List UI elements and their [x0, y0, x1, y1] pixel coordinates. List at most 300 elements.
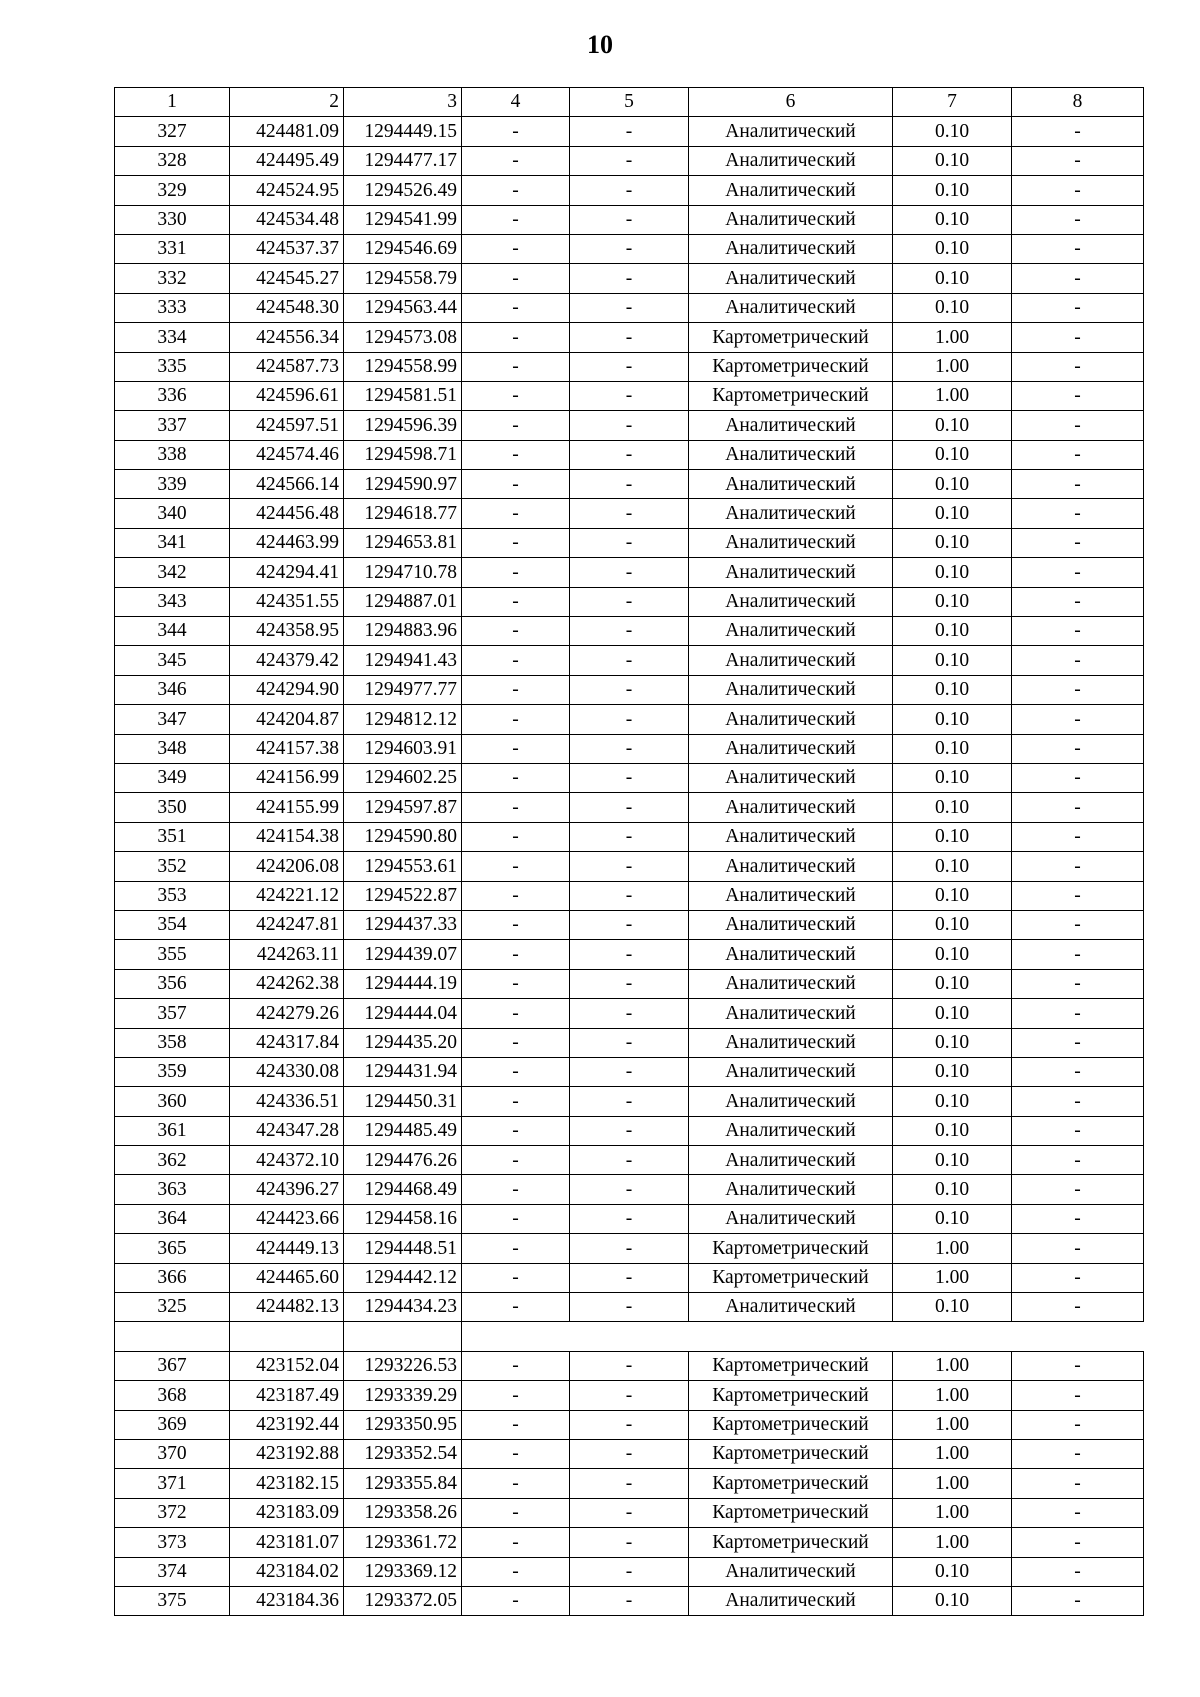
table-cell-col-3: 1294563.44 [344, 293, 462, 322]
table-cell-col-2: 424317.84 [230, 1028, 344, 1057]
table-cell-col-1: 346 [115, 675, 230, 704]
table-cell-col-4: - [462, 1498, 570, 1527]
table-row [115, 1498, 1144, 1527]
table-cell-col-7: 0.10 [893, 264, 1012, 293]
table-cell-col-3: 1293350.95 [344, 1410, 462, 1439]
table-cell-col-3: 1294941.43 [344, 646, 462, 675]
table-cell-col-4: - [462, 146, 570, 175]
table-cell-col-3: 3 [344, 88, 462, 117]
table-cell-col-6: Аналитический [689, 675, 893, 704]
table-cell-col-3: 1293358.26 [344, 1498, 462, 1527]
table-cell-col-4: - [462, 940, 570, 969]
table-row [115, 1469, 1144, 1498]
table-cell-col-4: - [462, 1204, 570, 1233]
table-cell-col-7: 0.10 [893, 1557, 1012, 1586]
table-cell-col-8: - [1012, 176, 1144, 205]
table-cell-col-8: - [1012, 734, 1144, 763]
table-cell-col-6: Аналитический [689, 940, 893, 969]
table-cell-col-6: Аналитический [689, 1586, 893, 1615]
table-cell-col-7: 0.10 [893, 1087, 1012, 1116]
table-row [115, 293, 1144, 322]
table-header-row [115, 88, 1144, 117]
table-cell-col-8: - [1012, 675, 1144, 704]
table-row [115, 910, 1144, 939]
table-cell-col-8: - [1012, 117, 1144, 146]
table-cell-col-6: Аналитический [689, 910, 893, 939]
table-cell-col-5: - [570, 558, 689, 587]
table-cell-col-7: 1.00 [893, 1439, 1012, 1468]
table-cell-col-2: 424566.14 [230, 470, 344, 499]
table-cell-col-2: 424537.37 [230, 234, 344, 263]
table-cell-col-8: - [1012, 587, 1144, 616]
table-cell-col-2: 423183.09 [230, 1498, 344, 1527]
table-cell-col-5: - [570, 852, 689, 881]
table-cell-col-8: - [1012, 822, 1144, 851]
table-row [115, 734, 1144, 763]
table-cell-col-1: 331 [115, 234, 230, 263]
table-cell-col-3: 1294437.33 [344, 910, 462, 939]
table-cell-col-6: Аналитический [689, 293, 893, 322]
table-cell-col-5: - [570, 999, 689, 1028]
table-cell-col-6: Картометрический [689, 1469, 893, 1498]
table-cell-col-8: - [1012, 1057, 1144, 1086]
table-cell-col-8: - [1012, 1263, 1144, 1292]
table-cell-col-2: 424336.51 [230, 1087, 344, 1116]
table-cell-col-8: - [1012, 234, 1144, 263]
table-cell-col-2: 424157.38 [230, 734, 344, 763]
table-cell-col-1: 363 [115, 1175, 230, 1204]
table-cell-col-3: 1293361.72 [344, 1528, 462, 1557]
table-row [115, 1204, 1144, 1233]
table-cell-col-2: 424206.08 [230, 852, 344, 881]
table-cell-col-2: 424379.42 [230, 646, 344, 675]
table-cell-col-2: 424495.49 [230, 146, 344, 175]
table-cell-col-2: 424556.34 [230, 323, 344, 352]
table-cell-col-6: Аналитический [689, 822, 893, 851]
table-cell-col-6: Аналитический [689, 1175, 893, 1204]
table-cell-col-4: - [462, 1057, 570, 1086]
table-cell-col-5: - [570, 117, 689, 146]
separator-cell [115, 1322, 230, 1351]
table-cell-col-6: Аналитический [689, 205, 893, 234]
table-cell-col-7: 0.10 [893, 1204, 1012, 1233]
table-cell-col-5: - [570, 323, 689, 352]
table-cell-col-2: 424534.48 [230, 205, 344, 234]
table-cell-col-5: - [570, 1586, 689, 1615]
table-cell-col-4: - [462, 999, 570, 1028]
table-row [115, 1528, 1144, 1557]
table-row [115, 1586, 1144, 1615]
table-cell-col-5: - [570, 1439, 689, 1468]
table-row [115, 1293, 1144, 1322]
table-cell-col-1: 349 [115, 763, 230, 792]
table-cell-col-5: - [570, 1528, 689, 1557]
table-cell-col-7: 0.10 [893, 1586, 1012, 1615]
table-cell-col-8: - [1012, 940, 1144, 969]
table-cell-col-6: Аналитический [689, 411, 893, 440]
table-cell-col-3: 1294450.31 [344, 1087, 462, 1116]
table-row [115, 234, 1144, 263]
table-cell-col-8: - [1012, 1586, 1144, 1615]
table-cell-col-5: - [570, 499, 689, 528]
table-cell-col-7: 0.10 [893, 205, 1012, 234]
table-cell-col-6: Картометрический [689, 1410, 893, 1439]
table-cell-col-4: - [462, 587, 570, 616]
table-cell-col-6: Аналитический [689, 1087, 893, 1116]
table-row [115, 1439, 1144, 1468]
table-row [115, 264, 1144, 293]
table-cell-col-8: - [1012, 910, 1144, 939]
table-cell-col-7: 0.10 [893, 646, 1012, 675]
table-cell-col-3: 1294812.12 [344, 705, 462, 734]
table-cell-col-6: Аналитический [689, 499, 893, 528]
table-cell-col-6: Аналитический [689, 440, 893, 469]
table-cell-col-5: - [570, 646, 689, 675]
table-cell-col-7: 1.00 [893, 1410, 1012, 1439]
table-cell-col-3: 1294596.39 [344, 411, 462, 440]
table-cell-col-8: - [1012, 323, 1144, 352]
table-cell-col-3: 1293352.54 [344, 1439, 462, 1468]
table-cell-col-2: 424463.99 [230, 528, 344, 557]
table-cell-col-7: 0.10 [893, 117, 1012, 146]
table-cell-col-6: Картометрический [689, 323, 893, 352]
table-cell-col-7: 0.10 [893, 470, 1012, 499]
table-cell-col-8: - [1012, 1028, 1144, 1057]
table-row [115, 646, 1144, 675]
table-row [115, 352, 1144, 381]
table-cell-col-3: 1294485.49 [344, 1116, 462, 1145]
table-row [115, 1057, 1144, 1086]
table-cell-col-6: Аналитический [689, 234, 893, 263]
table-cell-col-3: 1294468.49 [344, 1175, 462, 1204]
table-cell-col-4: - [462, 1293, 570, 1322]
table-cell-col-2: 424423.66 [230, 1204, 344, 1233]
table-row [115, 617, 1144, 646]
table-row [115, 528, 1144, 557]
table-cell-col-2: 424358.95 [230, 617, 344, 646]
table-cell-col-5: - [570, 1351, 689, 1380]
table-cell-col-8: - [1012, 705, 1144, 734]
separator-cell [344, 1322, 462, 1351]
table-cell-col-5: - [570, 940, 689, 969]
table-cell-col-5: - [570, 1175, 689, 1204]
table-cell-col-6: Аналитический [689, 1557, 893, 1586]
table-cell-col-8: - [1012, 852, 1144, 881]
table-cell-col-4: - [462, 1087, 570, 1116]
table-row [115, 1175, 1144, 1204]
table-cell-col-8: - [1012, 293, 1144, 322]
table-cell-col-8: - [1012, 528, 1144, 557]
table-cell-col-1: 375 [115, 1586, 230, 1615]
table-cell-col-3: 1293372.05 [344, 1586, 462, 1615]
table-cell-col-7: 1.00 [893, 1234, 1012, 1263]
table-row [115, 1234, 1144, 1263]
table-cell-col-1: 341 [115, 528, 230, 557]
table-row [115, 176, 1144, 205]
table-cell-col-1: 333 [115, 293, 230, 322]
table-cell-col-4: - [462, 264, 570, 293]
table-cell-col-3: 1294444.19 [344, 969, 462, 998]
table-cell-col-7: 0.10 [893, 881, 1012, 910]
table-cell-col-2: 424347.28 [230, 1116, 344, 1145]
table-cell-col-2: 423192.44 [230, 1410, 344, 1439]
table-cell-col-5: - [570, 1146, 689, 1175]
table-cell-col-1: 358 [115, 1028, 230, 1057]
table-cell-col-4: - [462, 705, 570, 734]
table-cell-col-8: - [1012, 381, 1144, 410]
table-cell-col-1: 339 [115, 470, 230, 499]
table-cell-col-6: 6 [689, 88, 893, 117]
table-cell-col-8: - [1012, 1175, 1144, 1204]
table-cell-col-7: 1.00 [893, 381, 1012, 410]
table-cell-col-1: 356 [115, 969, 230, 998]
table-row [115, 499, 1144, 528]
table-cell-col-5: - [570, 381, 689, 410]
table-cell-col-8: - [1012, 146, 1144, 175]
table-cell-col-4: - [462, 528, 570, 557]
table-cell-col-5: - [570, 1263, 689, 1292]
table-row [115, 146, 1144, 175]
table-body [115, 88, 1144, 1616]
table-cell-col-8: - [1012, 1087, 1144, 1116]
table-cell-col-2: 424548.30 [230, 293, 344, 322]
table-cell-col-5: - [570, 1116, 689, 1145]
table-cell-col-4: - [462, 1439, 570, 1468]
table-cell-col-4: - [462, 176, 570, 205]
table-cell-col-3: 1293226.53 [344, 1351, 462, 1380]
table-cell-col-8: - [1012, 1293, 1144, 1322]
table-cell-col-4: - [462, 293, 570, 322]
table-cell-col-4: - [462, 763, 570, 792]
table-cell-col-4: - [462, 1146, 570, 1175]
table-cell-col-6: Аналитический [689, 1116, 893, 1145]
table-cell-col-4: - [462, 734, 570, 763]
table-cell-col-7: 1.00 [893, 1381, 1012, 1410]
table-cell-col-2: 424294.41 [230, 558, 344, 587]
table-cell-col-3: 1294883.96 [344, 617, 462, 646]
table-row [115, 587, 1144, 616]
table-cell-col-2: 423181.07 [230, 1528, 344, 1557]
table-cell-col-4: - [462, 822, 570, 851]
table-cell-col-1: 362 [115, 1146, 230, 1175]
table-cell-col-6: Аналитический [689, 763, 893, 792]
table-cell-col-5: - [570, 705, 689, 734]
table-cell-col-3: 1294581.51 [344, 381, 462, 410]
table-cell-col-5: - [570, 1087, 689, 1116]
table-cell-col-5: - [570, 352, 689, 381]
table-cell-col-2: 2 [230, 88, 344, 117]
table-cell-col-1: 328 [115, 146, 230, 175]
table-cell-col-6: Аналитический [689, 705, 893, 734]
table-cell-col-1: 357 [115, 999, 230, 1028]
table-cell-col-7: 0.10 [893, 1175, 1012, 1204]
table-cell-col-8: - [1012, 1557, 1144, 1586]
table-cell-col-1: 364 [115, 1204, 230, 1233]
table-cell-col-4: - [462, 352, 570, 381]
table-cell-col-5: - [570, 1028, 689, 1057]
table-cell-col-7: 0.10 [893, 1116, 1012, 1145]
table-cell-col-1: 370 [115, 1439, 230, 1468]
table-row [115, 323, 1144, 352]
table-cell-col-1: 351 [115, 822, 230, 851]
table-cell-col-5: 5 [570, 88, 689, 117]
table-cell-col-7: 0.10 [893, 617, 1012, 646]
table-cell-col-8: - [1012, 1116, 1144, 1145]
table-cell-col-4: - [462, 852, 570, 881]
table-cell-col-8: - [1012, 999, 1144, 1028]
coordinates-table [114, 87, 1144, 1616]
table-cell-col-4: - [462, 323, 570, 352]
table-cell-col-8: - [1012, 881, 1144, 910]
separator-cell [689, 1322, 893, 1351]
separator-cell [570, 1322, 689, 1351]
table-cell-col-2: 423192.88 [230, 1439, 344, 1468]
table-cell-col-6: Картометрический [689, 1528, 893, 1557]
table-cell-col-8: - [1012, 205, 1144, 234]
table-cell-col-5: - [570, 1557, 689, 1586]
table-cell-col-5: - [570, 1293, 689, 1322]
table-cell-col-2: 424524.95 [230, 176, 344, 205]
table-row [115, 793, 1144, 822]
table-cell-col-5: - [570, 969, 689, 998]
table-cell-col-1: 369 [115, 1410, 230, 1439]
table-cell-col-7: 0.10 [893, 411, 1012, 440]
table-cell-col-4: - [462, 1234, 570, 1263]
table-row [115, 381, 1144, 410]
table-cell-col-6: Картометрический [689, 1263, 893, 1292]
table-cell-col-1: 359 [115, 1057, 230, 1086]
table-cell-col-1: 366 [115, 1263, 230, 1292]
table-cell-col-1: 338 [115, 440, 230, 469]
table-cell-col-5: - [570, 793, 689, 822]
table-cell-col-7: 0.10 [893, 146, 1012, 175]
table-cell-col-2: 424262.38 [230, 969, 344, 998]
table-cell-col-1: 340 [115, 499, 230, 528]
table-cell-col-2: 424330.08 [230, 1057, 344, 1086]
table-cell-col-7: 0.10 [893, 1293, 1012, 1322]
table-cell-col-6: Аналитический [689, 146, 893, 175]
table-row [115, 205, 1144, 234]
table-cell-col-8: - [1012, 411, 1144, 440]
table-row [115, 440, 1144, 469]
table-cell-col-3: 1294448.51 [344, 1234, 462, 1263]
table-cell-col-1: 325 [115, 1293, 230, 1322]
table-cell-col-4: - [462, 499, 570, 528]
table-cell-col-8: - [1012, 264, 1144, 293]
table-cell-col-1: 1 [115, 88, 230, 117]
table-cell-col-6: Картометрический [689, 1234, 893, 1263]
table-cell-col-7: 0.10 [893, 587, 1012, 616]
table-row [115, 1087, 1144, 1116]
table-cell-col-6: Аналитический [689, 646, 893, 675]
table-cell-col-4: - [462, 558, 570, 587]
table-row [115, 1410, 1144, 1439]
table-cell-col-4: - [462, 205, 570, 234]
table-row [115, 411, 1144, 440]
table-cell-col-2: 423152.04 [230, 1351, 344, 1380]
table-cell-col-4: - [462, 411, 570, 440]
table-cell-col-4: - [462, 675, 570, 704]
table-cell-col-8: - [1012, 352, 1144, 381]
table-cell-col-6: Аналитический [689, 734, 893, 763]
table-cell-col-5: - [570, 1498, 689, 1527]
table-cell-col-3: 1294618.77 [344, 499, 462, 528]
table-cell-col-2: 424294.90 [230, 675, 344, 704]
table-cell-col-7: 0.10 [893, 763, 1012, 792]
table-cell-col-2: 424597.51 [230, 411, 344, 440]
table-cell-col-7: 0.10 [893, 440, 1012, 469]
table-cell-col-6: Аналитический [689, 558, 893, 587]
table-cell-col-2: 423182.15 [230, 1469, 344, 1498]
table-cell-col-8: - [1012, 1381, 1144, 1410]
table-cell-col-3: 1294590.80 [344, 822, 462, 851]
table-cell-col-1: 327 [115, 117, 230, 146]
table-cell-col-2: 424587.73 [230, 352, 344, 381]
table-cell-col-2: 424574.46 [230, 440, 344, 469]
table-cell-col-3: 1293355.84 [344, 1469, 462, 1498]
table-row [115, 1557, 1144, 1586]
table-row [115, 969, 1144, 998]
table-cell-col-2: 424481.09 [230, 117, 344, 146]
table-cell-col-2: 424204.87 [230, 705, 344, 734]
table-cell-col-8: - [1012, 440, 1144, 469]
table-cell-col-3: 1294602.25 [344, 763, 462, 792]
table-cell-col-4: - [462, 1028, 570, 1057]
table-cell-col-4: - [462, 646, 570, 675]
table-cell-col-6: Аналитический [689, 264, 893, 293]
table-cell-col-2: 424372.10 [230, 1146, 344, 1175]
table-cell-col-1: 329 [115, 176, 230, 205]
separator-cell [230, 1322, 344, 1351]
table-cell-col-5: - [570, 176, 689, 205]
table-cell-col-2: 424545.27 [230, 264, 344, 293]
table-cell-col-8: - [1012, 1469, 1144, 1498]
table-cell-col-4: - [462, 1586, 570, 1615]
table-cell-col-4: 4 [462, 88, 570, 117]
table-cell-col-8: - [1012, 793, 1144, 822]
table-cell-col-7: 0.10 [893, 558, 1012, 587]
table-cell-col-7: 0.10 [893, 793, 1012, 822]
table-cell-col-3: 1294710.78 [344, 558, 462, 587]
table-cell-col-7: 0.10 [893, 705, 1012, 734]
table-cell-col-4: - [462, 1410, 570, 1439]
table-cell-col-5: - [570, 675, 689, 704]
table-cell-col-4: - [462, 793, 570, 822]
table-cell-col-4: - [462, 117, 570, 146]
table-cell-col-3: 1294541.99 [344, 205, 462, 234]
table-cell-col-5: - [570, 440, 689, 469]
table-cell-col-8: - [1012, 763, 1144, 792]
table-cell-col-4: - [462, 1351, 570, 1380]
table-separator-row [115, 1322, 1144, 1351]
table-cell-col-3: 1294434.23 [344, 1293, 462, 1322]
table-cell-col-3: 1294597.87 [344, 793, 462, 822]
table-cell-col-3: 1294546.69 [344, 234, 462, 263]
table-cell-col-7: 0.10 [893, 852, 1012, 881]
separator-cell [1012, 1322, 1144, 1351]
table-cell-col-8: - [1012, 1204, 1144, 1233]
table-cell-col-1: 365 [115, 1234, 230, 1263]
table-cell-col-4: - [462, 617, 570, 646]
page-number: 10 [587, 30, 613, 59]
table-cell-col-7: 1.00 [893, 1469, 1012, 1498]
table-cell-col-3: 1294526.49 [344, 176, 462, 205]
table-cell-col-5: - [570, 617, 689, 646]
table-cell-col-7: 0.10 [893, 293, 1012, 322]
table-cell-col-3: 1294558.79 [344, 264, 462, 293]
table-cell-col-7: 1.00 [893, 352, 1012, 381]
table-cell-col-1: 353 [115, 881, 230, 910]
